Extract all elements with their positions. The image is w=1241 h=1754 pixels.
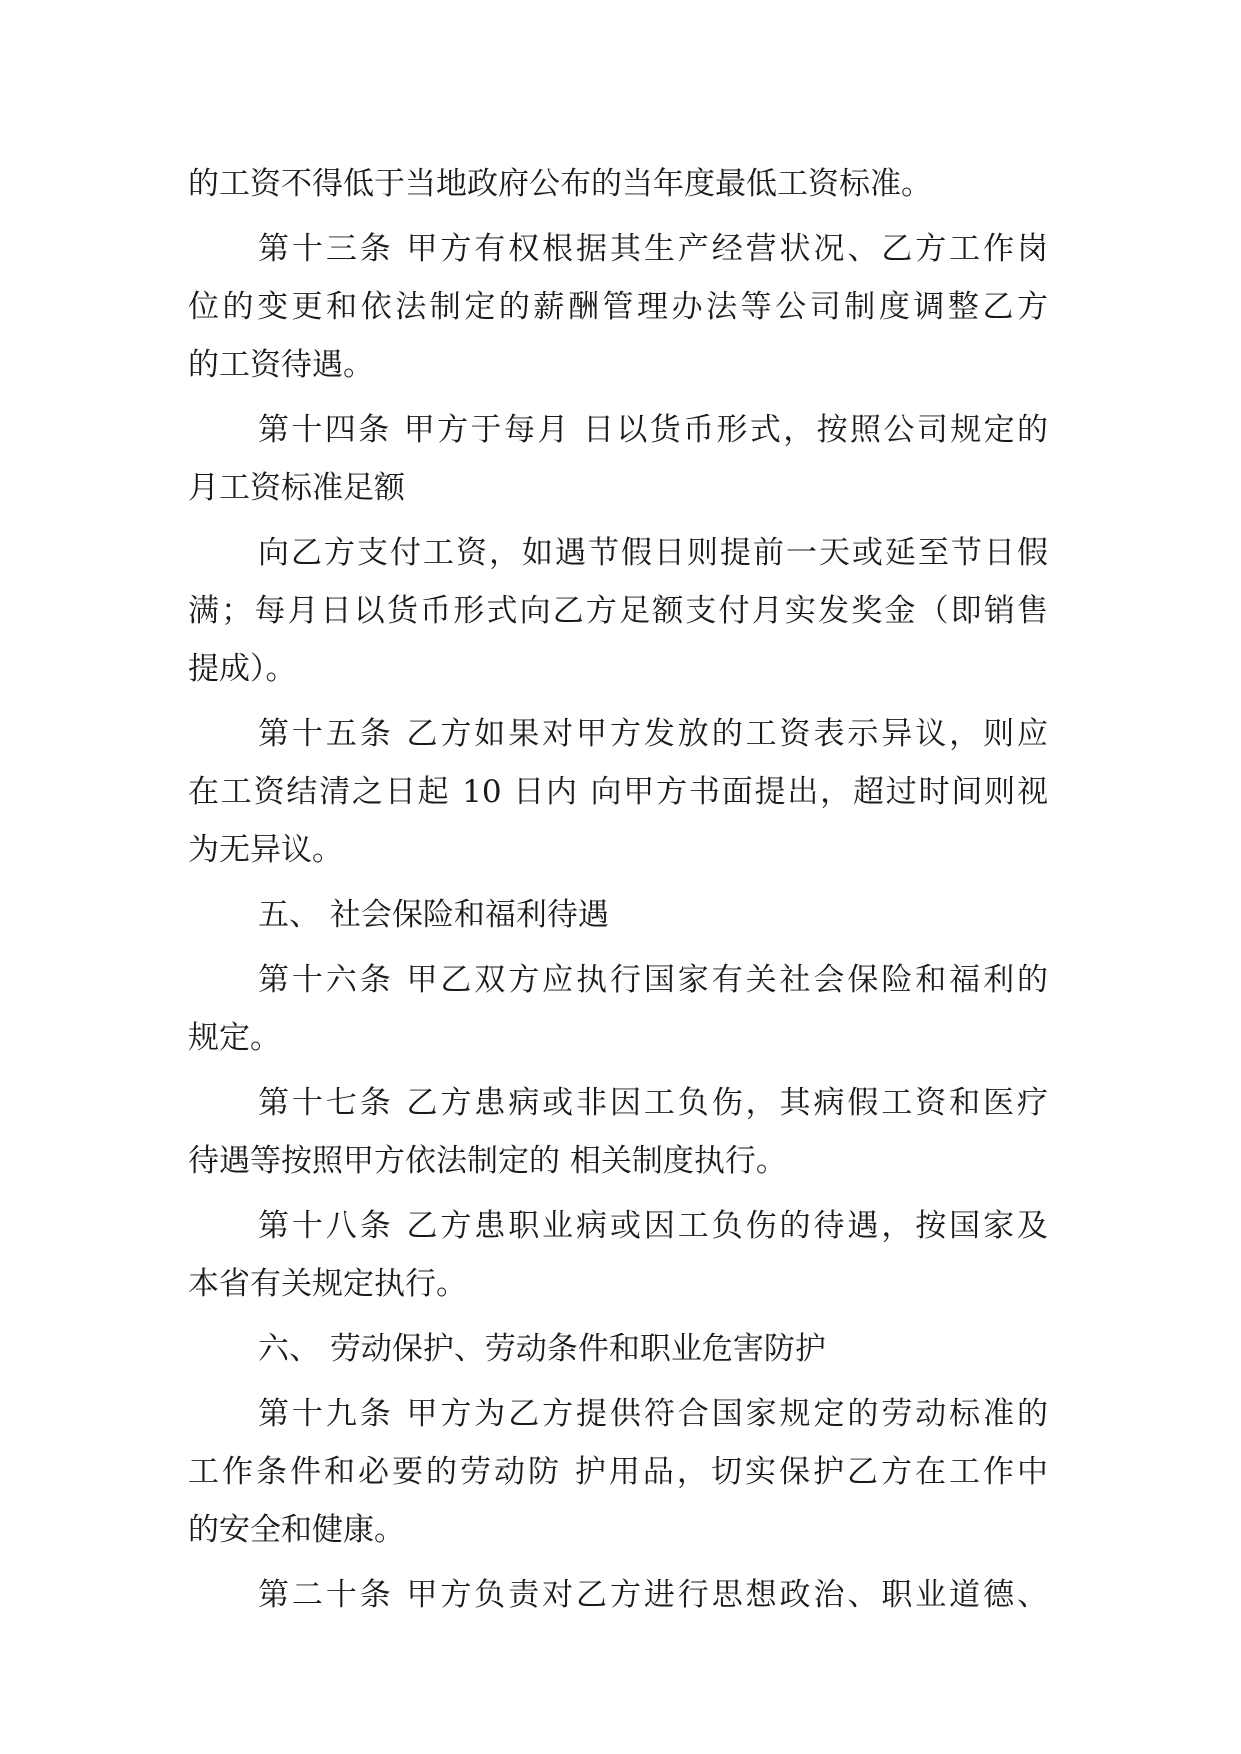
article-13-line: 第十三条 甲方有权根据其生产经营状况、乙方工作岗: [258, 231, 1048, 267]
article-14-line: 月工资标准足额: [188, 470, 405, 506]
article-15-line: 第十五条 乙方如果对甲方发放的工资表示异议，则应: [258, 716, 1048, 752]
paragraph-line: 的工资不得低于当地政府公布的当年度最低工资标准。: [188, 166, 932, 202]
article-13-line: 位的变更和依法制定的薪酬管理办法等公司制度调整乙方: [188, 289, 1048, 325]
article-15-line: 在工资结清之日起 10 日内 向甲方书面提出，超过时间则视: [188, 774, 1048, 810]
article-14-line: 提成）。: [188, 651, 297, 687]
article-19-line: 工作条件和必要的劳动防 护用品，切实保护乙方在工作中: [188, 1454, 1048, 1490]
article-16-line: 规定。: [188, 1020, 281, 1056]
article-19-line: 第十九条 甲方为乙方提供符合国家规定的劳动标准的: [258, 1396, 1048, 1432]
article-14-line: 第十四条 甲方于每月 日以货币形式，按照公司规定的: [258, 412, 1048, 448]
article-17-line: 第十七条 乙方患病或非因工负伤，其病假工资和医疗: [258, 1085, 1048, 1121]
article-19-line: 的安全和健康。: [188, 1512, 405, 1548]
section-heading: 六、 劳动保护、劳动条件和职业危害防护: [258, 1331, 826, 1367]
document-body: [188, 155, 1048, 1624]
article-18-line: 本省有关规定执行。: [188, 1266, 467, 1302]
article-20-line: 第二十条 甲方负责对乙方进行思想政治、职业道德、: [258, 1577, 1048, 1613]
article-17-line: 待遇等按照甲方依法制定的 相关制度执行。: [188, 1143, 787, 1179]
section-heading: 五、 社会保险和福利待遇: [258, 897, 609, 933]
article-18-line: 第十八条 乙方患职业病或因工负伤的待遇，按国家及: [258, 1208, 1048, 1244]
article-16-line: 第十六条 甲乙双方应执行国家有关社会保险和福利的: [258, 962, 1048, 998]
article-15-line: 为无异议。: [188, 832, 343, 868]
article-14-line: 向乙方支付工资，如遇节假日则提前一天或延至节日假: [258, 535, 1048, 571]
article-14-line: 满；每月日以货币形式向乙方足额支付月实发奖金（即销售: [188, 593, 1048, 629]
article-13-line: 的工资待遇。: [188, 347, 374, 383]
